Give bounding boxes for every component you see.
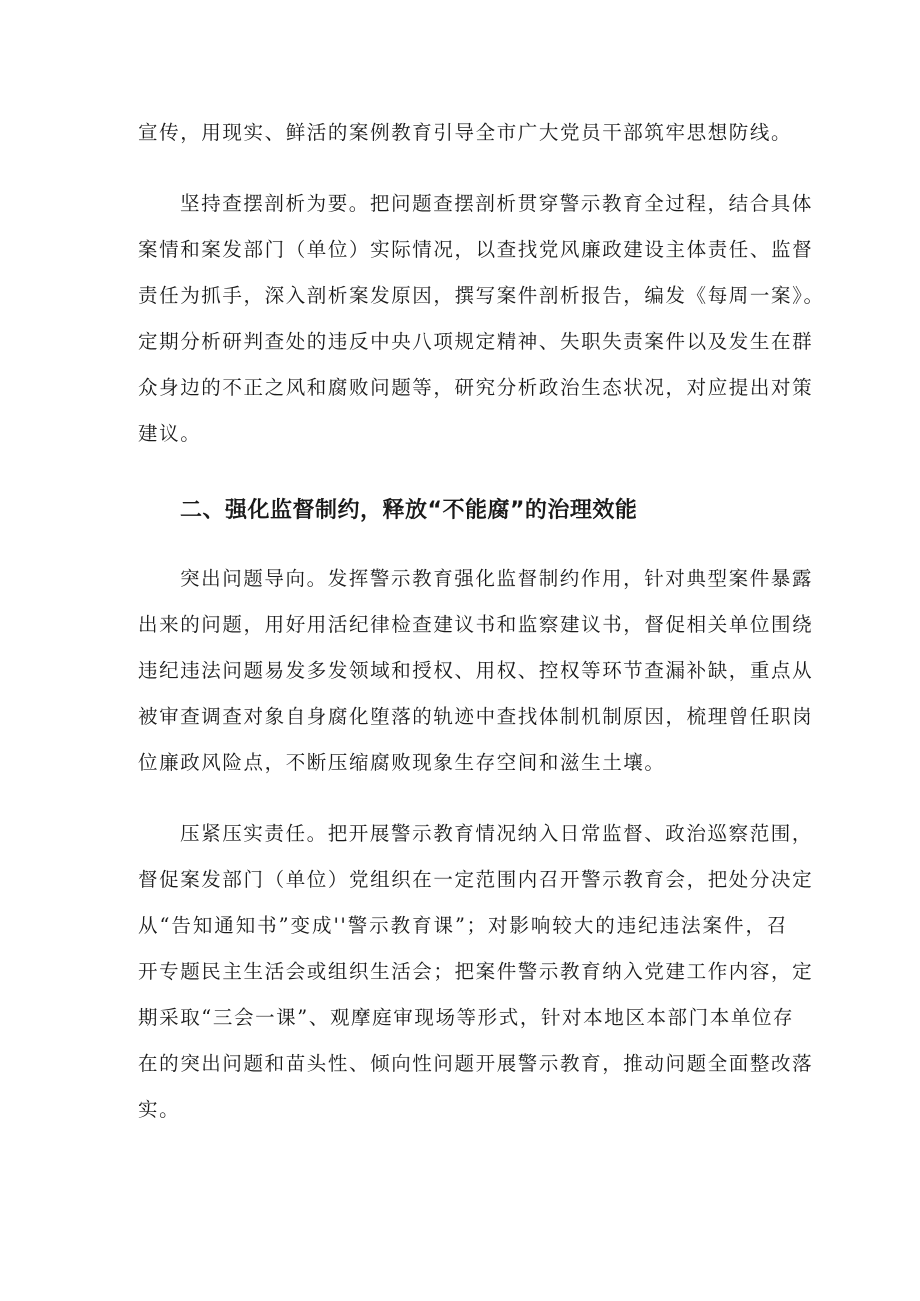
- section-heading: 二、强化监督制约，释放“不能腐”的治理效能: [180, 498, 638, 523]
- text-line: 突出问题导向。发挥警示教育强化监督制约作用，针对典型案件暴露: [180, 567, 814, 590]
- text-line: 压紧压实责任。把开展警示教育情况纳入日常监督、政治巡察范围，: [180, 822, 814, 845]
- text-line: 在的突出问题和苗头性、倾向性问题开展警示教育，推动问题全面整改落: [138, 1052, 814, 1075]
- text-line: 责任为抓手，深入剖析案发原因，撰写案件剖析报告，编发《每周一案》。: [138, 284, 825, 307]
- text-line: 众身边的不正之风和腐败问题等，研究分析政治生态状况，对应提出对策: [138, 376, 814, 399]
- text-line: 从“告知通知书”变成''警示教育课”；对影响较大的违纪违法案件，召: [138, 914, 788, 937]
- paragraph-problem-orientation: [138, 556, 814, 786]
- text-line: 案情和案发部门（单位）实际情况，以查找党风廉政建设主体责任、监督: [138, 238, 814, 261]
- text-line: 开专题民主生活会或组织生活会；把案件警示教育纳入党建工作内容，定: [138, 960, 814, 983]
- text-line: 违纪违法问题易发多发领域和授权、用权、控权等环节查漏补缺，重点从: [138, 659, 814, 682]
- text-line: 督促案发部门（单位）党组织在一定范围内召开警示教育会，把处分决定: [138, 868, 814, 891]
- text-line: 出来的问题，用好用活纪律检查建议书和监察建议书，督促相关单位围绕: [138, 613, 814, 636]
- paragraph-responsibility: [138, 811, 814, 1133]
- paragraph-review-analysis: [138, 181, 825, 457]
- text-line: 宣传，用现实、鲜活的案例教育引导全市广大党员干部筑牢思想防线。: [138, 121, 793, 144]
- text-line: 位廉政风险点，不断压缩腐败现象生存空间和滋生土壤。: [138, 751, 666, 774]
- text-line: 期采取“三会一课”、观摩庭审现场等形式，针对本地区本部门本单位存: [138, 1006, 795, 1029]
- paragraph-continuation: [138, 110, 793, 156]
- text-line: 被审查调查对象自身腐化堕落的轨迹中查找体制机制原因，梳理曾任职岗: [138, 705, 814, 728]
- text-line: 建议。: [138, 422, 202, 445]
- text-line: 坚持查摆剖析为要。把问题查摆剖析贯穿警示教育全过程，结合具体: [180, 192, 814, 215]
- text-line: 实。: [138, 1098, 181, 1121]
- text-line: 定期分析研判查处的违反中央八项规定精神、失职失责案件以及发生在群: [138, 330, 814, 353]
